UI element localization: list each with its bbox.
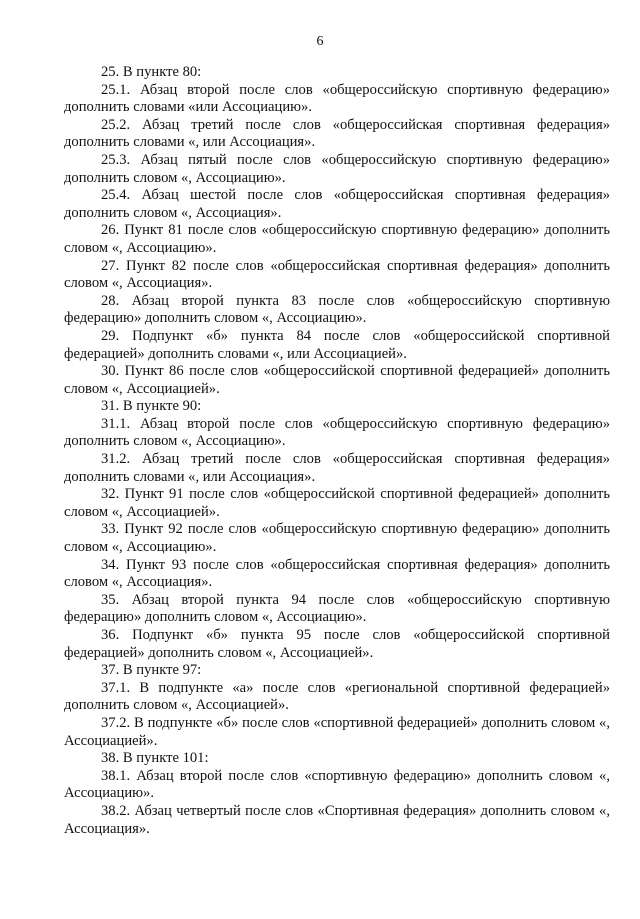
paragraph: 25.1. Абзац второй после слов «общероссийскую спортивную федерацию» дополнить словами «или Ассоциацию». — [64, 81, 610, 116]
paragraph: 33. Пункт 92 после слов «общероссийскую спортивную федерацию» дополнить словом «, Ассоциацию». — [64, 521, 610, 556]
paragraph: 31.1. Абзац второй после слов «общероссийскую спортивную федерацию» дополнить словом «, Ассоциацию». — [64, 415, 610, 450]
paragraph: 27. Пункт 82 после слов «общероссийская спортивная федерация» дополнить словом «, Ассоциация». — [64, 257, 610, 292]
paragraph: 26. Пункт 81 после слов «общероссийскую спортивную федерацию» дополнить словом «, Ассоциацию». — [64, 222, 610, 256]
paragraph: 38.1. Абзац второй после слов «спортивную федерацию» дополнить словом «, Ассоциацию». — [64, 767, 610, 802]
paragraph: 35. Абзац второй пункта 94 после слов «общероссийскую спортивную федерацию» дополнить словом «, Ассоциацию». — [64, 591, 610, 626]
paragraph: 36. Подпункт «б» пункта 95 после слов «общероссийской спортивной федерацией» дополнить словом «, Ассоциацией». — [64, 627, 610, 661]
document-body — [64, 64, 610, 838]
paragraph: 31. В пункте 90: — [101, 398, 202, 415]
paragraph: 31.2. Абзац третий после слов «общероссийская спортивная федерация» дополнить словами «, или Ассоциация». — [64, 451, 610, 485]
paragraph: 30. Пункт 86 после слов «общероссийской спортивной федерацией» дополнить словом «, Ассоциацией». — [64, 363, 610, 397]
paragraph: 32. Пункт 91 после слов «общероссийской спортивной федерацией» дополнить словом «, Ассоциацией». — [64, 486, 610, 520]
page-number: 6 — [316, 34, 324, 49]
paragraph: 25.2. Абзац третий после слов «общероссийская спортивная федерация» дополнить словами «, или Ассоциация». — [64, 116, 610, 151]
paragraph: 38. В пункте 101: — [101, 750, 209, 767]
paragraph: 34. Пункт 93 после слов «общероссийская спортивная федерация» дополнить словом «, Ассоциация». — [64, 556, 610, 591]
paragraph: 37.1. В подпункте «а» после слов «региональной спортивной федерацией» дополнить словом «, Ассоциацией». — [64, 679, 610, 714]
paragraph: 25.4. Абзац шестой после слов «общероссийская спортивная федерация» дополнить словом «, Ассоциация». — [64, 187, 610, 221]
paragraph: 25.3. Абзац пятый после слов «общероссийскую спортивную федерацию» дополнить словом «, Ассоциацию». — [64, 151, 610, 186]
paragraph: 37.2. В подпункте «б» после слов «спортивной федерацией» дополнить словом «, Ассоциацией». — [64, 714, 610, 749]
paragraph: 28. Абзац второй пункта 83 после слов «общероссийскую спортивную федерацию» дополнить словом «, Ассоциацию». — [64, 292, 610, 327]
paragraph: 37. В пункте 97: — [101, 662, 202, 679]
paragraph: 38.2. Абзац четвертый после слов «Спортивная федерация» дополнить словом «, Ассоциация». — [64, 802, 610, 837]
paragraph: 29. Подпункт «б» пункта 84 после слов «общероссийской спортивной федерацией» дополнить словами «, или Ассоциацией». — [64, 327, 610, 362]
paragraph: 25. В пункте 80: — [101, 64, 202, 80]
